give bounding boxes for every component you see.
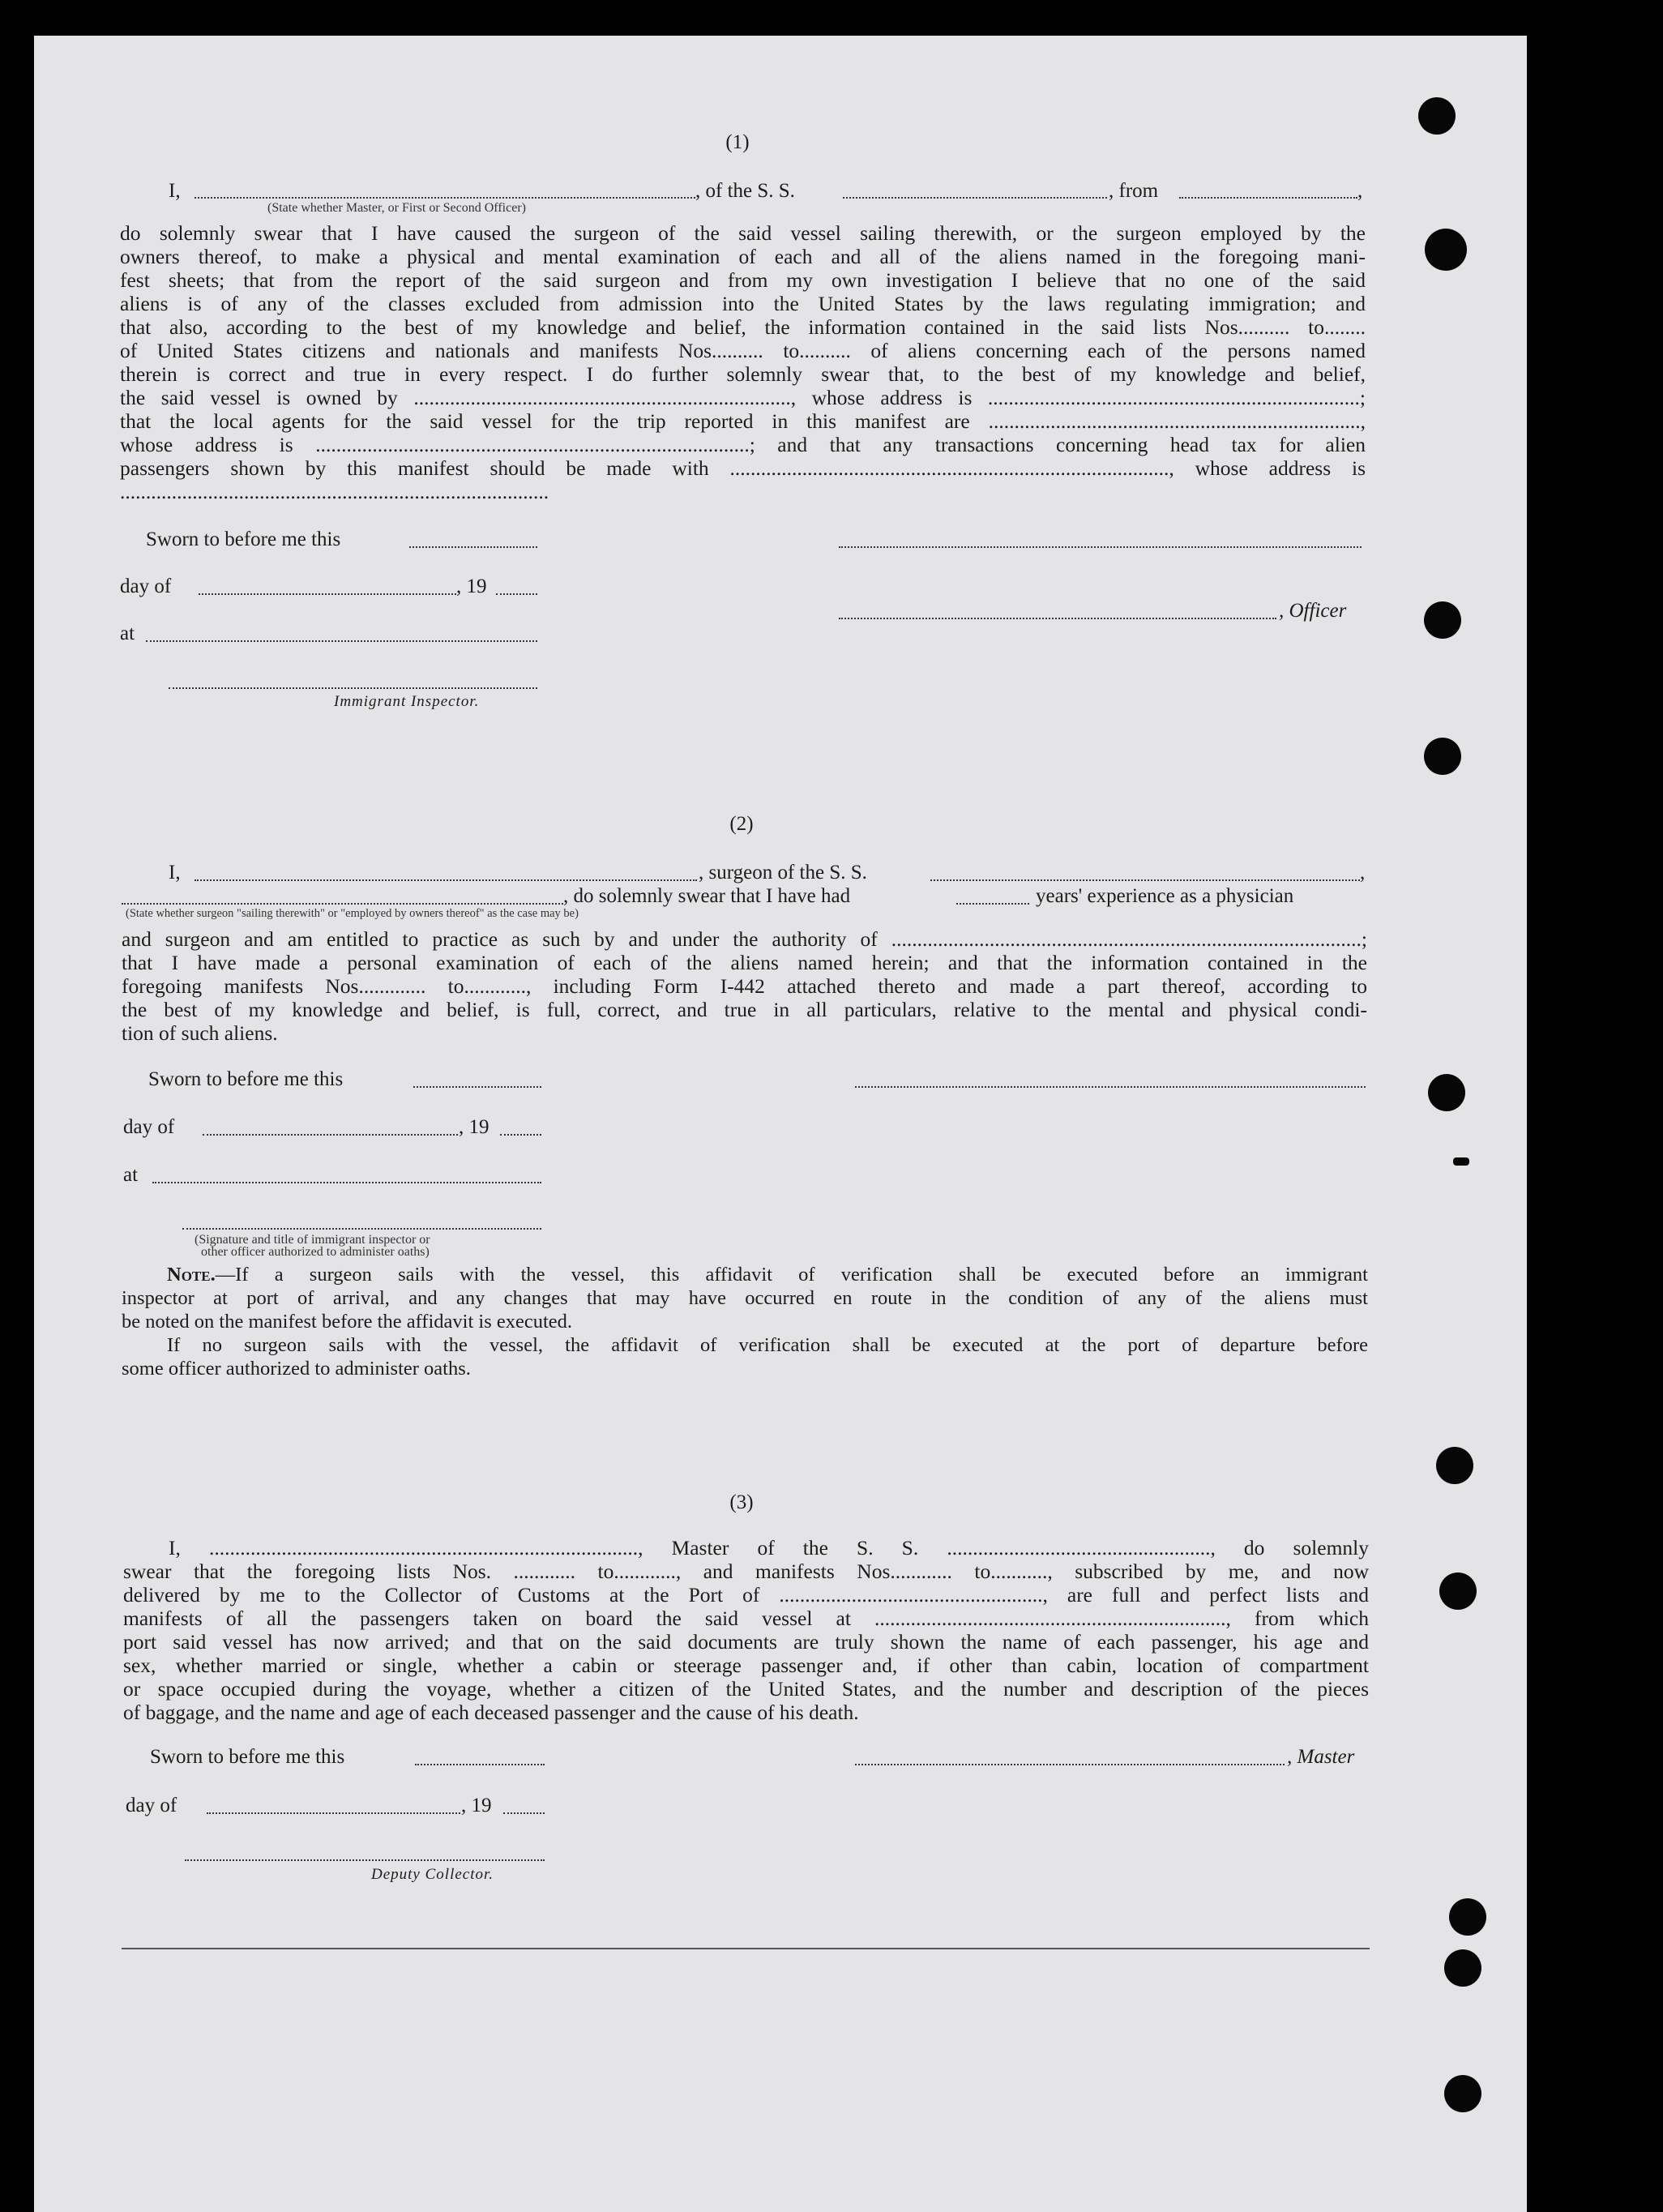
s2-i: I, [169, 862, 181, 884]
s2-year-blank[interactable] [500, 1134, 541, 1136]
s2-solemnly: , do solemnly swear that I have had [563, 885, 851, 907]
s1-line: of United States citizens and nationals and manifests Nos.......... to.......... of aliens concerning each of the persons named [120, 339, 1366, 362]
s1-caption-master: (State whether Master, or First or Second Officer) [267, 201, 526, 215]
s1-day-blank[interactable] [199, 593, 456, 595]
s1-of-ss: , of the S. S. [695, 180, 795, 202]
s1-comma: , [1357, 180, 1363, 202]
s3-day-blank[interactable] [207, 1812, 460, 1814]
s1-line: fest sheets; that from the report of the said surgeon and from my own investigation I believe that no one of the said [120, 268, 1366, 292]
s1-at-blank[interactable] [146, 640, 537, 642]
s2-years-blank[interactable] [956, 903, 1029, 905]
s2-at-blank[interactable] [152, 1182, 541, 1183]
s3-line: port said vessel has now arrived; and that on the said documents are truly shown the name of each passenger, his age and [123, 1630, 1369, 1654]
s2-line: that I have made a personal examination of each of the aliens named herein; and that the information contained in the [122, 951, 1367, 974]
s1-inspector-blank[interactable] [169, 687, 537, 689]
s1-year-label: , 19 [456, 575, 487, 597]
s3-year-blank[interactable] [503, 1812, 545, 1814]
s1-line: that the local agents for the said vessel for the trip reported in this manifest are ........................................................................, [120, 409, 1366, 433]
s2-sworn-blank[interactable] [413, 1086, 541, 1088]
s3-line: of baggage, and the name and age of each deceased passenger and the cause of his death. [123, 1701, 859, 1724]
s1-sworn-blank[interactable] [409, 546, 537, 548]
s1-line: passengers shown by this manifest should be made with ....................................................................................., whose address is [120, 456, 1366, 480]
s3-deputy-collector: Deputy Collector. [371, 1866, 494, 1883]
s1-from-blank[interactable] [1179, 197, 1357, 199]
punch-hole [1436, 1447, 1473, 1484]
punch-hole [1418, 97, 1456, 135]
s3-line: or space occupied during the voyage, whether a citizen of the United States, and the number and description of the pieces [123, 1677, 1369, 1701]
punch-hole [1449, 1898, 1486, 1936]
s3-line: delivered by me to the Collector of Customs at the Port of ..................................................., are full and perfect lists and [123, 1583, 1369, 1607]
s2-surgeon-of-ss: , surgeon of the S. S. [699, 862, 867, 884]
s3-year-label: , 19 [461, 1795, 492, 1816]
s2-note-text: —If a surgeon sails with the vessel, this affidavit of verification shall be executed before an immigrant [215, 1264, 1368, 1286]
punch-hole [1424, 738, 1461, 775]
s2-years-experience: years' experience as a physician [1036, 885, 1294, 907]
s3-line: manifests of all the passengers taken on board the said vessel at ...................................................................., from which [123, 1607, 1369, 1630]
s2-caption-signature-2: other officer authorized to administer oaths) [201, 1245, 430, 1259]
section-3-number: (3) [729, 1491, 754, 1513]
s1-ship-blank[interactable] [843, 197, 1107, 199]
punch-hole [1428, 1074, 1465, 1111]
s3-line: I, ..................................................................................., Master of the S. S. ..................................................., do solemnly [169, 1536, 1369, 1560]
s1-rank-blank[interactable] [195, 197, 695, 199]
s2-line: tion of such aliens. [122, 1021, 278, 1045]
s1-line: ................................................................................... [120, 480, 549, 503]
s2-note-label: Note. [167, 1264, 216, 1286]
s3-collector-blank[interactable] [185, 1859, 545, 1861]
s1-officer-blank[interactable] [839, 618, 1276, 619]
s1-officer-label: , Officer [1279, 600, 1347, 622]
s3-master-blank[interactable] [855, 1764, 1285, 1765]
s1-immigrant-inspector: Immigrant Inspector. [334, 693, 480, 710]
s2-body [122, 927, 1367, 1045]
punch-hole [1425, 229, 1467, 271]
s1-day-of-label: day of [120, 575, 172, 597]
s1-signature-blank[interactable] [839, 546, 1362, 548]
s3-sworn-label: Sworn to before me this [150, 1746, 345, 1768]
s2-note2-line: some officer authorized to administer oaths. [122, 1358, 471, 1380]
s1-line: therein is correct and true in every respect. I do further solemnly swear that, to the best of my knowledge and belief, [120, 362, 1366, 386]
s1-from: , from [1109, 180, 1159, 202]
s1-at-label: at [120, 623, 135, 644]
s2-note-line [122, 1263, 1368, 1286]
s2-line: foregoing manifests Nos............. to............, including Form I-442 attached thereto and made a part thereof, according to [122, 974, 1367, 998]
bottom-rule [122, 1948, 1370, 1949]
s3-day-of-label: day of [126, 1795, 177, 1816]
s2-signature-blank[interactable] [855, 1086, 1366, 1088]
s2-day-blank[interactable] [203, 1134, 458, 1136]
section-2-number: (2) [729, 813, 754, 835]
s2-line: the best of my knowledge and belief, is full, correct, and true in all particulars, relative to the mental and physical condi- [122, 998, 1367, 1021]
punch-hole [1444, 2075, 1481, 2112]
s2-note-line: inspector at port of arrival, and any changes that may have occurred en route in the condition of any of the aliens must [122, 1287, 1368, 1309]
s2-day-of-label: day of [123, 1116, 175, 1138]
s2-sworn-label: Sworn to before me this [148, 1068, 344, 1090]
s2-note-line: be noted on the manifest before the affidavit is executed. [122, 1311, 573, 1333]
s1-line: the said vessel is owned by ........................................................................., whose address is ........................................................................; [120, 386, 1366, 409]
punch-hole [1424, 601, 1461, 639]
s2-capacity-blank[interactable] [122, 903, 563, 905]
s1-line: whose address is ....................................................................................; and that any transactions concerning head tax for alien [120, 433, 1366, 456]
s2-inspector-blank[interactable] [182, 1228, 541, 1230]
s1-year-blank[interactable] [496, 593, 537, 595]
s1-line: owners thereof, to make a physical and mental examination of each and all of the aliens named in the foregoing mani- [120, 245, 1366, 268]
s1-line: do solemnly swear that I have caused the surgeon of the said vessel sailing therewith, or the surgeon employed by the [120, 221, 1366, 245]
s2-ship-blank[interactable] [930, 879, 1360, 881]
s2-note2-line: If no surgeon sails with the vessel, the affidavit of verification shall be executed at the port of departure before [167, 1334, 1368, 1356]
section-1-number: (1) [725, 131, 750, 153]
s2-line: and surgeon and am entitled to practice as such by and under the authority of ...........................................................................................; [122, 927, 1367, 951]
s1-line: aliens is of any of the classes excluded from admission into the United States by the laws regulating immigration; and [120, 292, 1366, 315]
s1-i: I, [169, 180, 181, 202]
s2-caption-signature-1: (Signature and title of immigrant inspector or [195, 1233, 430, 1247]
punch-hole [1439, 1572, 1477, 1610]
s2-year-label: , 19 [459, 1116, 489, 1138]
s2-comma: , [1360, 862, 1366, 884]
s2-surgeon-name-blank[interactable] [195, 879, 697, 881]
s3-sworn-blank[interactable] [415, 1764, 545, 1765]
s1-line: that also, according to the best of my knowledge and belief, the information contained in the said lists Nos.......... to........ [120, 315, 1366, 339]
s3-body [123, 1536, 1369, 1724]
punch-hole [1444, 1949, 1481, 1987]
s3-line: sex, whether married or single, whether a cabin or steerage passenger and, if other than cabin, location of compartment [123, 1654, 1369, 1677]
s2-note [122, 1263, 1368, 1380]
punch-hole [1453, 1157, 1469, 1166]
s2-caption-surgeon: (State whether surgeon "sailing therewith" or "employed by owners thereof" as the case may be) [126, 907, 579, 920]
s1-sworn-label: Sworn to before me this [146, 528, 341, 550]
s3-line: swear that the foregoing lists Nos. ............ to............, and manifests Nos............ to..........., subscribed by me, and now [123, 1560, 1369, 1583]
s1-body [120, 221, 1366, 503]
s2-at-label: at [123, 1164, 139, 1186]
s3-master-label: , Master [1287, 1746, 1355, 1768]
